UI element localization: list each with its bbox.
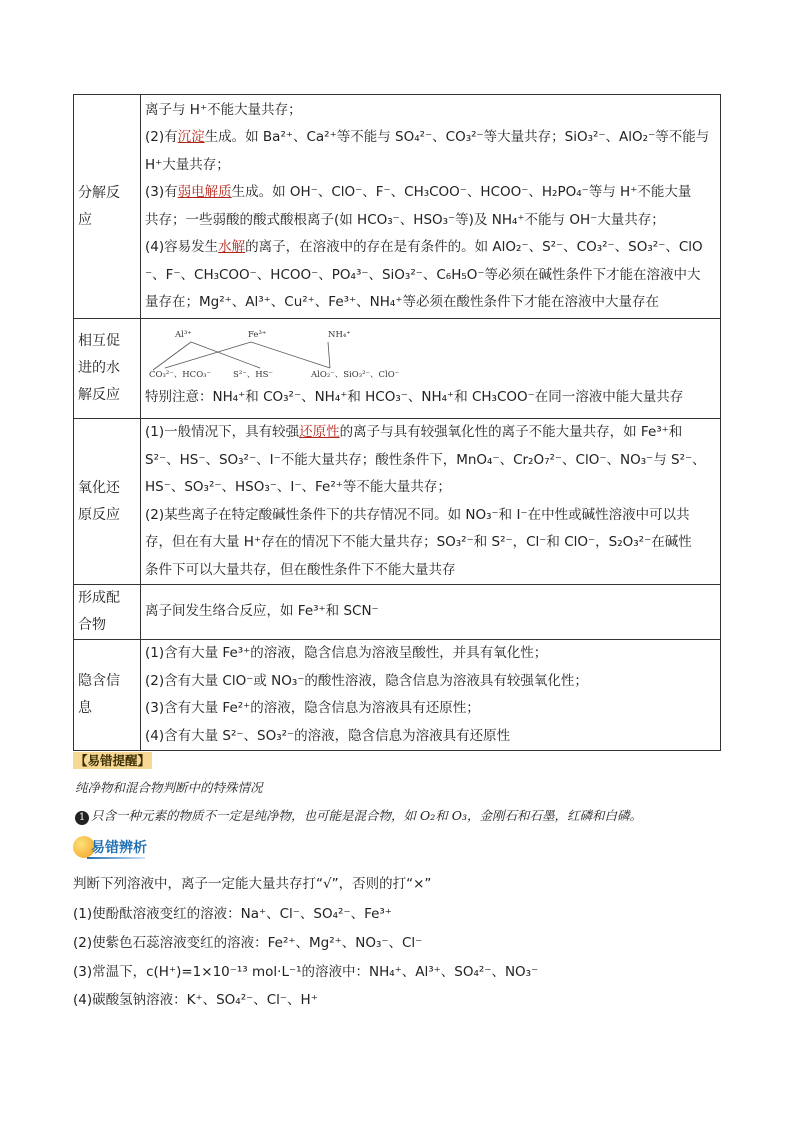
row-content <box>141 585 721 640</box>
row-content <box>141 319 721 419</box>
tip-item-text: 只含一种元素的物质不一定是纯净物，也可能是混合物，如 O₂和 O₃，金刚石和石墨，红磷和白磷。 <box>91 808 642 823</box>
hydrolysis-diagram <box>145 330 716 382</box>
analysis-item-2: (2)使紫色石蕊溶液变红的溶液：Fe²⁺、Mg²⁺、NO₃⁻、Cl⁻ <box>73 935 423 951</box>
row-label-line: 进的水 <box>78 360 120 376</box>
content-line <box>145 668 716 696</box>
analysis-badge <box>73 836 153 862</box>
tip-item <box>75 806 642 825</box>
line-text: (2)有 <box>145 129 178 145</box>
row-content <box>141 640 721 751</box>
diagram-anion: CO₃²⁻、HCO₃⁻ <box>149 369 212 380</box>
row-label <box>74 419 141 585</box>
line-text: ⁻、F⁻、CH₃COO⁻、HCOO⁻、PO₄³⁻、SiO₃²⁻、C₆H₅O⁻等必须在碱性条件下才能在溶液中大 <box>145 266 701 283</box>
line-text: (1)含有大量 Fe³⁺的溶液，隐含信息为溶液呈酸性，并具有氧化性； <box>145 645 548 661</box>
line-text: H⁺大量共存； <box>145 156 230 173</box>
badge-label: 易错辨析 <box>91 840 147 856</box>
table-row <box>74 585 721 640</box>
line-text: 离子与 H⁺不能大量共存； <box>145 101 302 118</box>
number-one-icon: 1 <box>75 811 89 825</box>
line-text: 存，但在有大量 H⁺存在的情况下不能大量共存；SO₃²⁻和 S²⁻，Cl⁻和 ClO⁻，S₂O₃²⁻在碱性 <box>145 534 692 550</box>
diagram-cation: Fe³⁺ <box>248 329 267 340</box>
content-line <box>145 598 716 626</box>
content-line <box>145 419 716 447</box>
row-content <box>141 419 721 585</box>
content-line <box>145 474 716 502</box>
row-label <box>74 95 141 319</box>
badge-underline <box>87 857 145 859</box>
content-line <box>145 557 716 585</box>
analysis-item-4: (4)碳酸氢钠溶液：K⁺、SO₄²⁻、Cl⁻、H⁺ <box>73 992 318 1008</box>
row-content <box>141 95 721 319</box>
tip-heading: 纯净物和混合物判断中的特殊情况 <box>75 780 263 795</box>
line-text: (4)容易发生 <box>145 239 219 255</box>
row-label-line: 应 <box>78 211 92 228</box>
analysis-item-1: (1)使酚酞溶液变红的溶液：Na⁺、Cl⁻、SO₄²⁻、Fe³⁺ <box>73 906 392 922</box>
row-label-line: 分解反 <box>78 184 120 201</box>
content-line <box>145 723 716 751</box>
table-row <box>74 95 721 319</box>
row-label-line: 氧化还 <box>78 479 120 496</box>
analysis-intro: 判断下列溶液中，离子一定能大量共存打“√”，否则的打“×” <box>73 876 432 892</box>
analysis-item-3: (3)常温下，c(H⁺)=1×10⁻¹³ mol·L⁻¹的溶液中：NH₄⁺、Al³⁺、SO₄²⁻、NO₃⁻ <box>73 964 539 980</box>
table-row <box>74 319 721 419</box>
line-text: 生成。如 Ba²⁺、Ca²⁺等不能与 SO₄²⁻、CO₃²⁻等大量共存；SiO₃²⁻、AlO₂⁻等不能与 <box>204 129 710 145</box>
diagram-cation: NH₄⁺ <box>328 329 351 340</box>
diagram-connector <box>191 342 260 368</box>
row-label-line: 相互促 <box>78 333 120 349</box>
row-label-line: 解反应 <box>78 387 120 403</box>
highlighted-term: 水解 <box>218 239 246 255</box>
line-text: 的离子，在溶液中的存在是有条件的。如 AlO₂⁻、S²⁻、CO₃²⁻、SO₃²⁻、ClO <box>245 239 703 255</box>
content-line <box>145 124 716 152</box>
content-line <box>145 97 716 125</box>
row-label-line: 息 <box>78 700 92 716</box>
content-line <box>145 529 716 557</box>
diagram-cation: Al³⁺ <box>175 329 192 340</box>
content-line <box>145 179 716 207</box>
diagram-anion: S²⁻、HS⁻ <box>233 369 273 380</box>
row-label-line: 形成配 <box>78 590 120 606</box>
line-text: 共存；一些弱酸的酸式酸根离子(如 HCO₃⁻、HSO₃⁻等)及 NH₄⁺不能与 OH⁻大量共存； <box>145 211 665 228</box>
row-label-line: 合物 <box>78 617 106 633</box>
highlighted-term: 弱电解质 <box>177 184 232 200</box>
line-text: S²⁻、HS⁻、SO₃²⁻、I⁻不能大量共存；酸性条件下，MnO₄⁻、Cr₂O₇²⁻、ClO⁻、NO₃⁻与 S²⁻、 <box>145 451 706 468</box>
content-line <box>145 262 716 290</box>
line-text: 特别注意：NH₄⁺和 CO₃²⁻、NH₄⁺和 HCO₃⁻、NH₄⁺和 CH₃COO⁻在同一溶液中能大量共存 <box>145 388 684 405</box>
diagram-connector <box>251 342 330 368</box>
content-line <box>145 502 716 530</box>
content-line <box>145 640 716 668</box>
content-line <box>145 384 716 412</box>
row-label <box>74 319 141 419</box>
line-text: (4)含有大量 S²⁻、SO₃²⁻的溶液，隐含信息为溶液具有还原性 <box>145 727 511 744</box>
diagram-connector <box>328 342 330 368</box>
row-label <box>74 585 141 640</box>
line-text: 条件下可以大量共存，但在酸性条件下不能大量共存 <box>145 561 456 578</box>
tip-tag: 【易错提醒】 <box>75 753 151 768</box>
content-line <box>145 234 716 262</box>
content-line <box>145 152 716 180</box>
diagram-anion: AlO₂⁻、SiO₃²⁻、ClO⁻ <box>311 369 400 380</box>
highlighted-term: 还原性 <box>299 424 340 440</box>
row-label <box>74 640 141 751</box>
line-text: (2)含有大量 ClO⁻或 NO₃⁻的酸性溶液，隐含信息为溶液具有较强氧化性； <box>145 672 588 689</box>
row-label-line: 原反应 <box>78 506 120 523</box>
line-text: 的离子与具有较强氧化性的离子不能大量共存，如 Fe³⁺和 <box>339 424 683 440</box>
line-text: (3)有 <box>145 184 178 200</box>
line-text: 量存在；Mg²⁺、Al³⁺、Cu²⁺、Fe³⁺、NH₄⁺等必须在酸性条件下才能在溶液中大量存在 <box>145 294 659 310</box>
line-text: 生成。如 OH⁻、ClO⁻、F⁻、CH₃COO⁻、HCOO⁻、H₂PO₄⁻等与 H⁺不能大量 <box>231 184 692 200</box>
table-row <box>74 419 721 585</box>
diagram-connector <box>165 342 251 368</box>
line-text: HS⁻、SO₃²⁻、HSO₃⁻、I⁻、Fe²⁺等不能大量共存； <box>145 479 451 495</box>
content-line <box>145 289 716 317</box>
ion-coexistence-table <box>73 94 721 751</box>
highlighted-term: 沉淀 <box>177 129 205 145</box>
table-row <box>74 640 721 751</box>
line-text: 离子间发生络合反应，如 Fe³⁺和 SCN⁻ <box>145 603 379 620</box>
content-line <box>145 207 716 235</box>
content-line <box>145 447 716 475</box>
line-text: (3)含有大量 Fe²⁺的溶液，隐含信息为溶液具有还原性； <box>145 700 480 716</box>
row-label-line: 隐含信 <box>78 673 120 689</box>
content-line <box>145 695 716 723</box>
line-text: (1)一般情况下，具有较强 <box>145 424 300 440</box>
line-text: (2)某些离子在特定酸碱性条件下的共存情况不同。如 NO₃⁻和 I⁻在中性或碱性溶液中可以共 <box>145 506 690 523</box>
